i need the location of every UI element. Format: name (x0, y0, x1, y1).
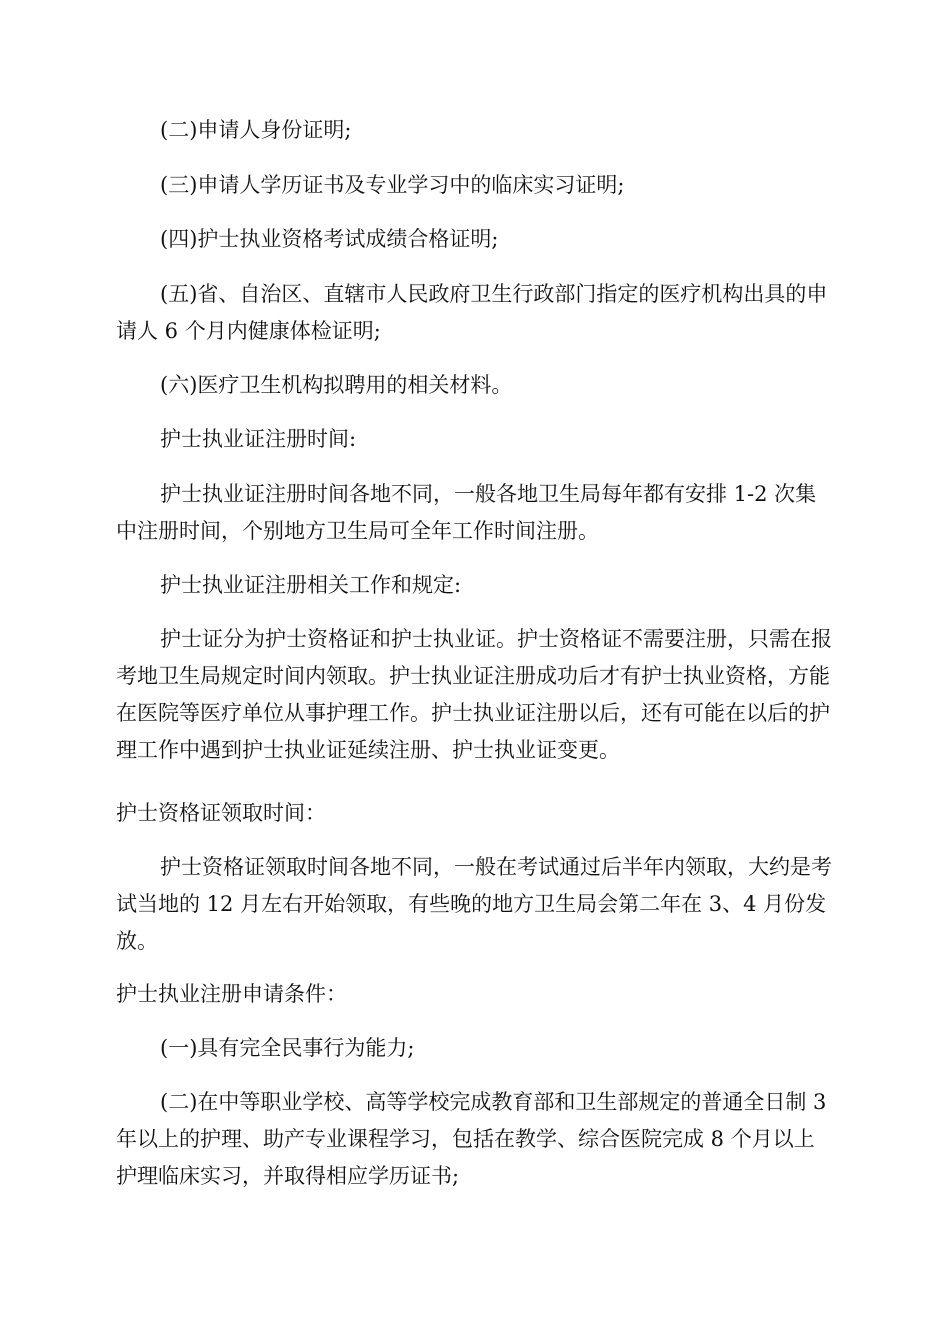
heading-certificate-collection: 护士资格证领取时间： (116, 801, 326, 825)
paragraph-employment-materials: (六)医疗卫生机构拟聘用的相关材料。 (160, 373, 513, 397)
paragraph-education-requirement: (二)在中等职业学校、高等学校完成教育部和卫生部规定的普通全日制 3 年以上的护理、助产专业课程学习，包括在教学、综合医院完成 8 个月以上护理临床实习，并取得相应学历证书; (116, 1090, 834, 1188)
paragraph-applicant-id: (二)申请人身份证明; (160, 118, 352, 142)
paragraph-exam-pass-certificate: (四)护士执业资格考试成绩合格证明; (160, 227, 499, 251)
heading-registration-time: 护士执业证注册时间: (160, 427, 357, 451)
heading-registration-rules: 护士执业证注册相关工作和规定: (160, 573, 462, 597)
paragraph-civil-capacity: (一)具有完全民事行为能力; (160, 1036, 415, 1060)
paragraph-registration-rules: 护士证分为护士资格证和护士执业证。护士资格证不需要注册，只需在报考地卫生局规定时间内领取。护士执业证注册成功后才有护士执业资格，方能在医院等医疗单位从事护理工作。护士执业证注册以后，还有可能在以后的护理工作中遇到护士执业证延续注册、护士执业证变更。 (116, 627, 832, 762)
heading-application-conditions: 护士执业注册申请条件： (116, 982, 347, 1006)
paragraph-certificate-collection: 护士资格证领取时间各地不同，一般在考试通过后半年内领取，大约是考试当地的 12 月左右开始领取，有些晚的地方卫生局会第二年在 3、4 月份发放。 (116, 855, 832, 953)
paragraph-health-check: (五)省、自治区、直辖市人民政府卫生行政部门指定的医疗机构出具的申请人 6 个月内健康体检证明; (116, 282, 828, 343)
paragraph-registration-time: 护士执业证注册时间各地不同，一般各地卫生局每年都有安排 1-2 次集中注册时间，个别地方卫生局可全年工作时间注册。 (116, 482, 817, 543)
paragraph-education-certificate: (三)申请人学历证书及专业学习中的临床实习证明; (160, 173, 625, 197)
